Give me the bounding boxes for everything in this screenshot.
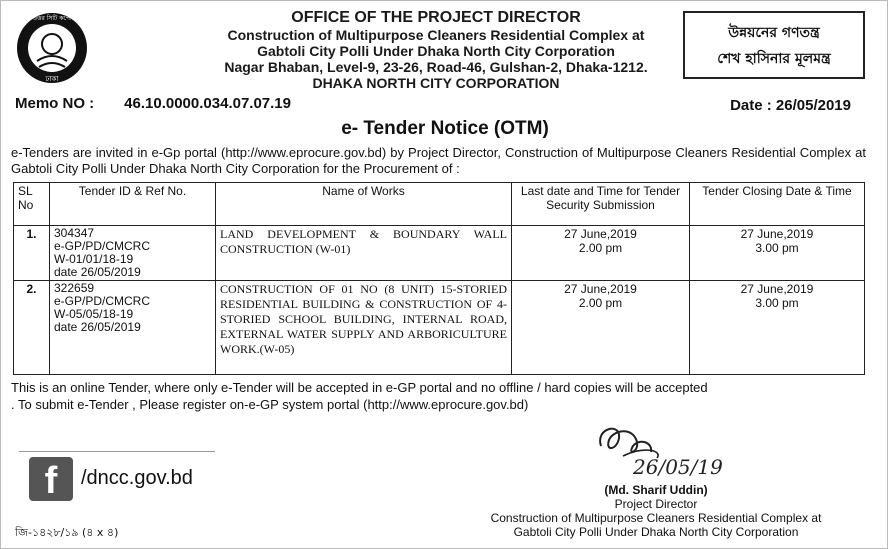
office-header	[151, 9, 721, 91]
row-security-deadline	[512, 281, 690, 375]
row-work-name: LAND DEVELOPMENT & BOUNDARY WALL CONSTRUCTION (W-01)	[216, 226, 512, 281]
ref-code: e-GP/PD/CMCRC	[54, 294, 151, 308]
header-sl: SL No	[14, 183, 50, 226]
signatory-block	[441, 483, 871, 539]
ref-number: W-01/01/18-19	[54, 252, 134, 266]
project-line-1: Construction of Multipurpose Cleaners Residential Complex at	[227, 27, 645, 43]
table-row	[14, 226, 865, 281]
closing-date: 27 June,2019	[740, 282, 814, 296]
ref-date: date 26/05/2019	[54, 320, 141, 334]
header-closing-date: Tender Closing Date & Time	[690, 183, 865, 226]
header-name-of-works: Name of Works	[216, 183, 512, 226]
tender-id: 322659	[54, 281, 95, 295]
office-address: Nagar Bhaban, Level-9, 23-26, Road-46, Gulshan-2, Dhaka-1212.	[224, 59, 648, 75]
footer-notes	[11, 379, 871, 413]
row-work-name: CONSTRUCTION OF 01 NO (8 UNIT) 15-STORIED RESIDENTIAL BUILDING & CONSTRUCTION OF 4-STORIED SCHOOL BUILDING, INTERNAL ROAD, EXTERNAL WATER SUPPLY AND ARBORICULTURE WORK.(W-05)	[216, 281, 512, 375]
row-closing	[690, 226, 865, 281]
memo-value: 46.10.0000.034.07.07.19	[124, 95, 291, 112]
notice-title: e- Tender Notice (OTM)	[341, 118, 549, 139]
slogan-box	[683, 11, 865, 79]
security-date: 27 June,2019	[564, 227, 637, 241]
memo-label: Memo NO :	[15, 95, 95, 112]
online-tender-note: This is an online Tender, where only e-Tender will be accepted in e-GP portal and no offline / hard copies will be accepted	[11, 380, 708, 395]
intro-paragraph: e-Tenders are invited in e-Gp portal (http://www.eprocure.gov.bd) by Project Director, Construction of Multipurpose Cleaners Residential Complex at Gabtoli City Polli Under Dhaka North City Corporation for the Procurement of :	[11, 145, 866, 176]
corporation-name: DHAKA NORTH CITY CORPORATION	[312, 75, 560, 91]
logo-text-top: ঢাকা উত্তর সিটি কর্পোরেশন	[19, 15, 85, 22]
slogan-line-2: শেখ হাসিনার মূলমন্ত্র	[717, 51, 831, 67]
signatory-designation: Project Director	[614, 497, 698, 511]
tender-id: 304347	[54, 226, 95, 240]
project-line-2: Gabtoli City Polli Under Dhaka North City Corporation	[257, 43, 615, 59]
ref-number: W-05/05/18-19	[54, 307, 134, 321]
memo-number	[15, 95, 291, 112]
signatory-name: (Md. Sharif Uddin)	[604, 483, 708, 497]
office-title: OFFICE OF THE PROJECT DIRECTOR	[291, 9, 581, 26]
table-header-row	[14, 183, 865, 226]
ref-code: e-GP/PD/CMCRC	[54, 239, 151, 253]
facebook-icon[interactable]: f	[29, 457, 73, 501]
form-code: জি-১৪২৮/১৯ (৪ x ৪)	[15, 526, 119, 539]
divider	[19, 451, 215, 452]
ref-date: date 26/05/2019	[54, 265, 141, 279]
slogan-line-1: উন্নয়নের গণতন্ত্র	[728, 25, 820, 41]
register-note: . To submit e-Tender , Please register on-e-GP system portal (http://www.eprocure.gov.bd)	[11, 397, 529, 412]
closing-time: 3.00 pm	[755, 296, 799, 310]
logo-text-bottom: ঢাকা	[45, 75, 59, 83]
row-security-deadline	[512, 226, 690, 281]
header-security-deadline: Last date and Time for Tender Security Submission	[512, 183, 690, 226]
signatory-project-line-1: Construction of Multipurpose Cleaners Residential Complex at	[490, 511, 822, 525]
row-sl: 2.	[14, 281, 50, 375]
tender-table	[13, 182, 865, 375]
row-sl: 1.	[14, 226, 50, 281]
security-date: 27 June,2019	[564, 282, 637, 296]
row-ref	[50, 281, 216, 375]
signatory-project-line-2: Gabtoli City Polli Under Dhaka North City Corporation	[513, 525, 799, 539]
closing-date: 27 June,2019	[740, 227, 814, 241]
security-time: 2.00 pm	[578, 241, 623, 255]
header-tender-id: Tender ID & Ref No.	[50, 183, 216, 226]
signature-date: 26/05/19	[633, 455, 723, 479]
handwritten-signature	[593, 416, 743, 484]
table-row	[14, 281, 865, 375]
row-closing	[690, 281, 865, 375]
row-ref	[50, 226, 216, 281]
facebook-page-link[interactable]: /dncc.gov.bd	[81, 467, 193, 489]
closing-time: 3.00 pm	[755, 241, 799, 255]
dncc-logo	[15, 11, 89, 89]
security-time: 2.00 pm	[578, 296, 623, 310]
notice-date: Date : 26/05/2019	[730, 97, 851, 114]
